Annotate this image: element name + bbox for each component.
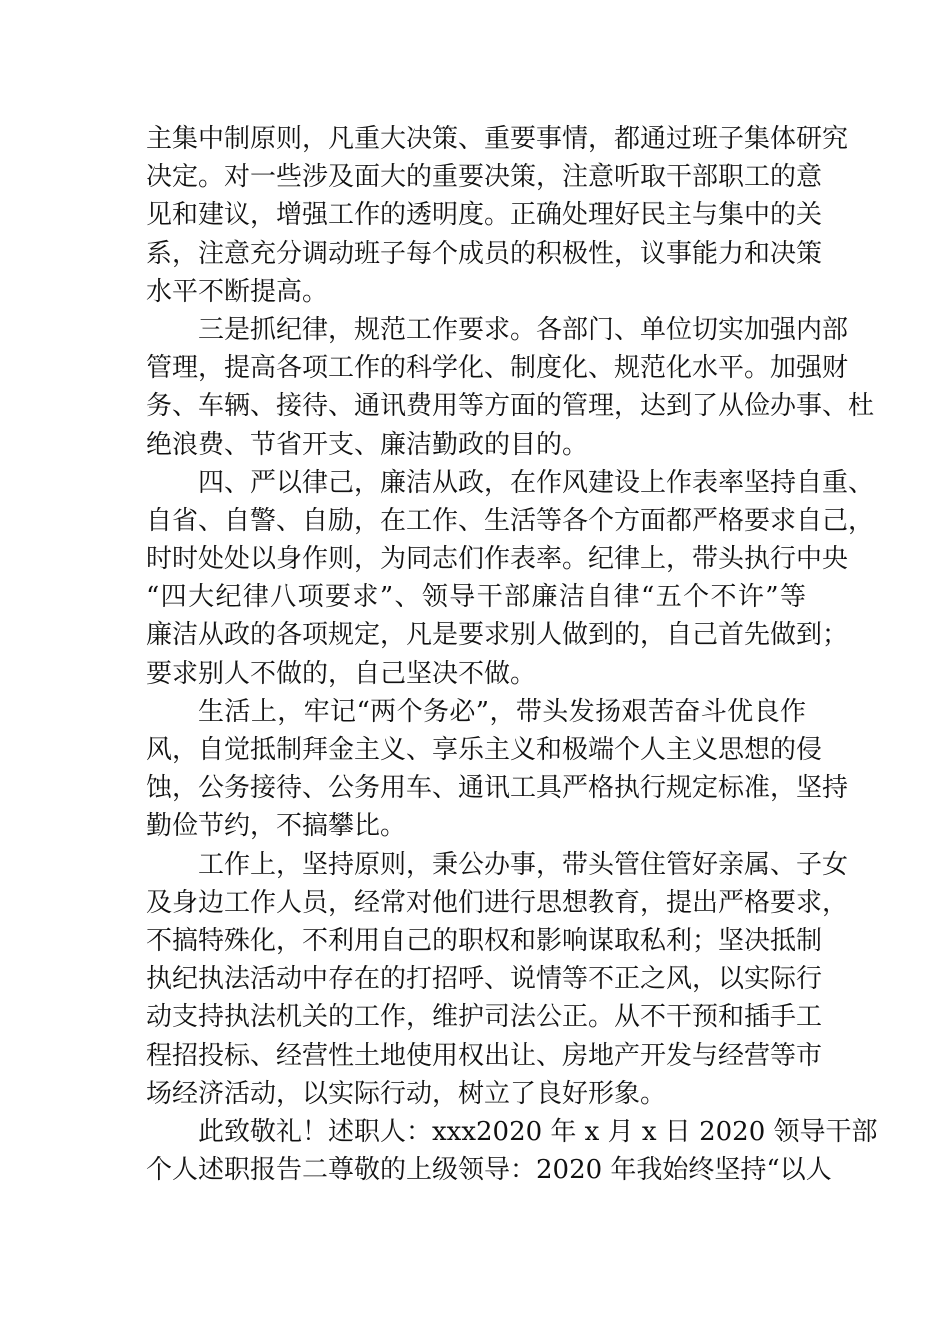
document-body [146,120,878,1189]
text-line: 风，自觉抵制拜金主义、享乐主义和极端个人主义思想的侵 [146,735,823,765]
text-line: 决定。对一些涉及面大的重要决策，注意听取干部职工的意 [146,162,823,193]
text-line: 要求别人不做的，自己坚决不做。 [146,658,537,689]
text-line: 管理，提高各项工作的科学化、制度化、规范化水平。加强财 [146,353,849,384]
text-line: 执纪执法活动中存在的打招呼、说情等不正之风，以实际行 [146,964,823,995]
text-line: 及身边工作人员，经常对他们进行思想教育，提出严格要求， [146,887,849,918]
text-line: 此致敬礼！述职人：xxx2020 年 x 月 x 日 2020 领导干部 [198,1116,878,1147]
text-line: 场经济活动，以实际行动，树立了良好形象。 [146,1078,667,1109]
text-line: 主集中制原则，凡重大决策、重要事情，都通过班子集体研究 [146,124,849,154]
text-line: 水平不断提高。 [146,276,329,307]
text-line: 时时处处以身作则，为同志们作表率。纪律上，带头执行中央 [146,544,849,575]
text-line: 动支持执法机关的工作，维护司法公正。从不干预和插手工 [146,1002,823,1033]
text-line: 见和建议，增强工作的透明度。正确处理好民主与集中的关 [146,200,823,231]
text-line: 不搞特殊化，不利用自己的职权和影响谋取私利；坚决抵制 [146,925,823,956]
text-line: 系，注意充分调动班子每个成员的积极性，议事能力和决策 [146,238,823,269]
text-line: 廉洁从政的各项规定，凡是要求别人做到的，自己首先做到； [146,620,849,651]
text-line: 绝浪费、节省开支、廉洁勤政的目的。 [146,429,589,460]
text-line: 勤俭节约，不搞攀比。 [146,811,407,842]
text-line: “四大纪律八项要求”、领导干部廉洁自律“五个不许”等 [146,582,806,613]
text-line: 务、车辆、接待、通讯费用等方面的管理，达到了从俭办事、杜 [146,391,875,422]
text-line: 程招投标、经营性土地使用权出让、房地产开发与经营等市 [146,1040,823,1071]
text-line: 个人述职报告二尊敬的上级领导：2020 年我始终坚持“以人 [146,1155,832,1186]
text-line: 三是抓纪律，规范工作要求。各部门、单位切实加强内部 [198,314,849,345]
text-line: 四、严以律己，廉洁从政，在作风建设上作表率坚持自重、 [198,467,875,498]
text-line: 蚀，公务接待、公务用车、通讯工具严格执行规定标准，坚持 [146,773,849,804]
text-line: 自省、自警、自励，在工作、生活等各个方面都严格要求自己， [146,505,875,536]
text-line: 生活上，牢记“两个务必”，带头发扬艰苦奋斗优良作 [198,696,806,727]
text-line: 工作上，坚持原则，秉公办事，带头管住管好亲属、子女 [198,849,849,880]
